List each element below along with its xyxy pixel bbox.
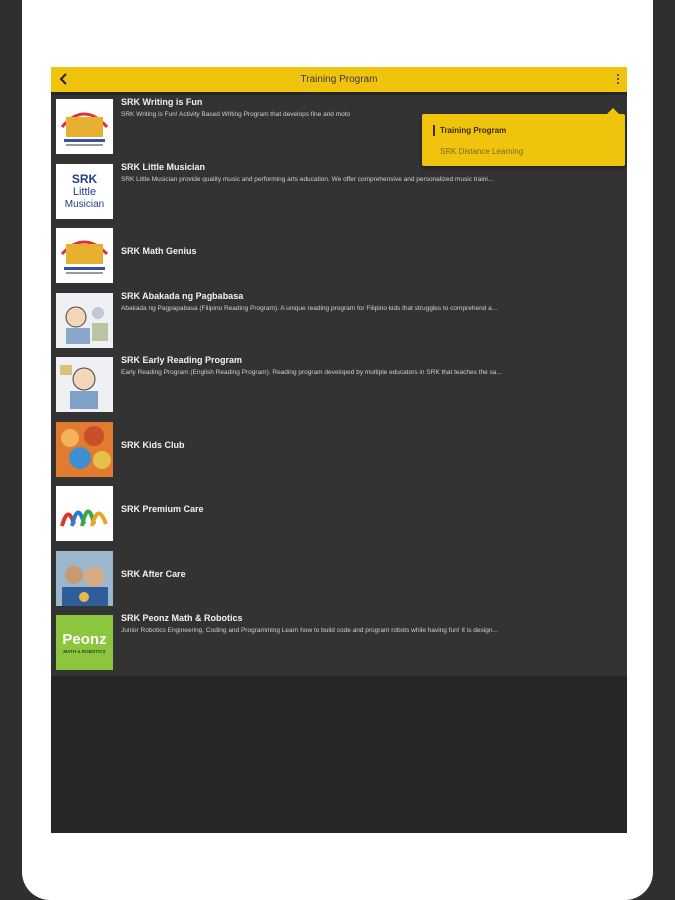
program-thumbnail [56, 99, 113, 154]
thumb-text: SRK [71, 171, 98, 186]
list-item[interactable] [51, 547, 627, 612]
program-description: Abakada ng Pagpapabasa (Filipino Reading Program). A unique reading program for Filipino kids that struggles to comprehend a... [121, 304, 498, 312]
list-item[interactable] [51, 224, 627, 289]
list-item[interactable] [51, 418, 627, 483]
app-screen [51, 67, 627, 833]
thumb-text: Little [72, 185, 97, 198]
program-title: SRK Math Genius [121, 246, 197, 256]
menu-item-distance-learning[interactable]: SRK Distance Learning [440, 147, 524, 156]
app-bar [51, 67, 627, 92]
program-title: SRK Kids Club [121, 439, 185, 450]
program-title: SRK Premium Care [121, 504, 204, 514]
more-dot [617, 82, 619, 84]
program-thumbnail [56, 422, 113, 477]
more-dots-icon [617, 74, 619, 76]
program-description: Early Reading Program (English Reading Program). Reading program developed by multiple educators in SRK that teaches the sa... [121, 369, 502, 376]
program-thumbnail [56, 357, 113, 412]
program-thumbnail [56, 293, 113, 348]
back-button[interactable] [55, 70, 73, 88]
thumb-text: MATH & ROBOTICS [63, 648, 106, 654]
program-title: SRK Peonz Math & Robotics [121, 613, 243, 623]
program-title: SRK Early Reading Program [121, 355, 243, 365]
program-title: SRK Little Musician [121, 161, 206, 172]
overflow-menu [422, 114, 625, 166]
program-thumbnail [56, 551, 113, 606]
program-description: SRK Little Musician provide quality music and performing arts education. We offer comprehensive and personalized music traini... [121, 175, 494, 183]
list-item[interactable] [51, 160, 627, 225]
thumb-text: Peonz [62, 630, 107, 648]
program-title: SRK Abakada ng Pagbabasa [121, 290, 244, 301]
thumb-text: Musician [64, 198, 105, 210]
program-thumbnail [56, 615, 113, 670]
list-item[interactable] [51, 353, 627, 418]
menu-item-training-program[interactable]: Training Program [440, 126, 507, 135]
more-dot [617, 78, 619, 80]
program-title: SRK After Care [121, 568, 186, 579]
more-options-button[interactable] [613, 71, 623, 87]
list-item[interactable] [51, 611, 627, 676]
program-thumbnail [56, 486, 113, 541]
program-title: SRK Writing is Fun [121, 97, 203, 107]
program-list [51, 95, 627, 676]
program-description: Junior Robotics Engineering, Coding and Programming Learn how to build code and program robots while having fun! It is design... [121, 627, 498, 634]
program-thumbnail [56, 164, 113, 219]
list-item[interactable] [51, 289, 627, 354]
page-title: Training Program [300, 74, 378, 85]
chevron-left-icon [59, 73, 69, 85]
program-description: SRK Writing is Fun! Activity Based Writing Program that develops fine and moto [121, 111, 351, 118]
active-indicator [433, 125, 435, 136]
program-thumbnail [56, 228, 113, 283]
list-item[interactable] [51, 482, 627, 547]
